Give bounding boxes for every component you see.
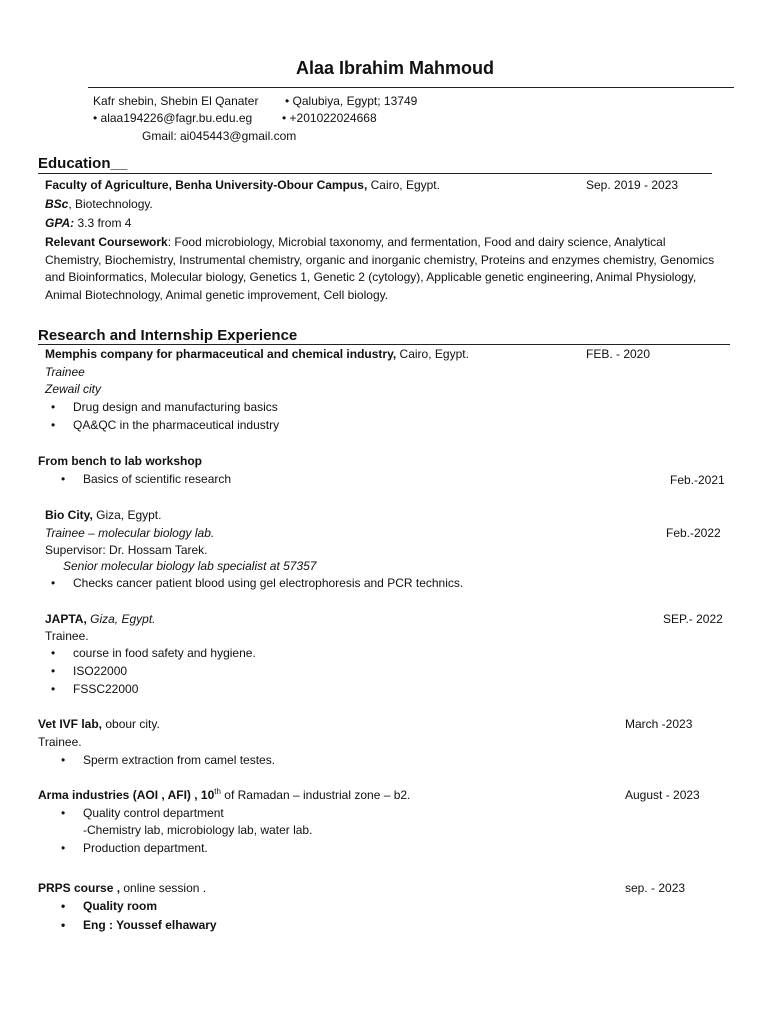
bench-bullet: • Basics of scientific research bbox=[83, 471, 231, 487]
memphis-bullet: • Drug design and manufacturing basics bbox=[73, 399, 278, 415]
phone-number: • +201022024668 bbox=[282, 111, 377, 125]
memphis-bullet: • QA&QC in the pharmaceutical industry bbox=[73, 417, 279, 433]
resume-name: Alaa Ibrahim Mahmoud bbox=[295, 58, 495, 78]
japta-role: Trainee. bbox=[45, 629, 89, 643]
degree-label: BSc bbox=[45, 197, 69, 211]
prps-org bbox=[38, 880, 206, 896]
arma-sub: -Chemistry lab, microbiology lab, water lab. bbox=[83, 823, 313, 837]
japta-bullet: • ISO22000 bbox=[73, 663, 127, 679]
arma-bullet: • Quality control department bbox=[83, 805, 224, 821]
japta-location: Giza, Egypt. bbox=[86, 612, 156, 626]
arma-location-post: of Ramadan – industrial zone – b2. bbox=[220, 788, 411, 802]
arma-name: Arma industries (AOI , AFI) bbox=[38, 788, 191, 802]
japta-name: JAPTA, bbox=[45, 612, 87, 626]
gpa-label: GPA: bbox=[45, 216, 75, 230]
vetivf-name: Vet IVF lab, bbox=[38, 717, 103, 731]
biocity-name: Bio City, bbox=[45, 508, 93, 522]
research-heading: Research and Internship Experience bbox=[38, 327, 298, 344]
biocity-date: Feb.-2022 bbox=[666, 526, 721, 540]
prps-name: PRPS course , bbox=[38, 881, 121, 895]
arma-bullet: • Production department. bbox=[83, 840, 208, 856]
biocity-supervisor: Supervisor: Dr. Hossam Tarek. bbox=[45, 543, 208, 557]
memphis-date: FEB. - 2020 bbox=[586, 347, 651, 361]
vetivf-role: Trainee. bbox=[38, 735, 82, 749]
biocity-bullet: • Checks cancer patient blood using gel electrophoresis and PCR technics. bbox=[73, 575, 463, 591]
coursework-label: Relevant Coursework bbox=[45, 235, 168, 249]
education-school bbox=[45, 177, 440, 193]
japta-org bbox=[45, 611, 156, 627]
school-name: Faculty of Agriculture, Benha University-Obour Campus, bbox=[45, 178, 368, 192]
memphis-location: Cairo, Egypt. bbox=[396, 347, 469, 361]
education-heading: Education__ bbox=[38, 155, 128, 172]
biocity-supervisor-title: Senior molecular biology lab specialist at 57357 bbox=[63, 559, 317, 573]
coursework-list: : Food microbiology, Microbial taxonomy, and fermentation, Food and dairy science, Analytical Chemistry, Biochemistry, Instrumental chemistry, organic and inorganic chemistry, Proteins and enzymes chemistry, Genomics and Bioinformatics, Molecular biology, Genetics 1, Genetic 2 (cytology), Applicable genetic engineering, Animal Physiology, Animal Biotechnology, Animal genetic improvement, Cell biology. bbox=[45, 235, 715, 302]
arma-location-pre: , 10 bbox=[190, 788, 215, 802]
education-divider bbox=[38, 173, 712, 174]
arma-org bbox=[38, 787, 410, 803]
prps-location: online session . bbox=[120, 881, 207, 895]
memphis-role: Trainee bbox=[45, 365, 85, 379]
memphis-name: Memphis company for pharmaceutical and chemical industry, bbox=[45, 347, 397, 361]
address: Kafr shebin, Shebin El Qanater bbox=[93, 94, 259, 108]
coursework bbox=[45, 234, 717, 304]
region: • Qalubiya, Egypt; 13749 bbox=[285, 94, 418, 108]
gpa bbox=[45, 215, 131, 231]
vetivf-date: March -2023 bbox=[625, 717, 693, 731]
vetivf-org bbox=[38, 716, 160, 732]
bench-title: From bench to lab workshop bbox=[38, 454, 203, 468]
vetivf-location: obour city. bbox=[102, 717, 160, 731]
bench-date: Feb.-2021 bbox=[670, 473, 725, 487]
japta-date: SEP.- 2022 bbox=[663, 612, 723, 626]
gmail-address[interactable]: Gmail: ai045443@gmail.com bbox=[142, 129, 297, 143]
header-divider bbox=[88, 87, 734, 88]
japta-bullet: • course in food safety and hygiene. bbox=[73, 645, 256, 661]
degree-field: , Biotechnology. bbox=[68, 197, 153, 211]
biocity-location: Giza, Egypt. bbox=[92, 508, 162, 522]
school-location: Cairo, Egypt. bbox=[367, 178, 440, 192]
education-date: Sep. 2019 - 2023 bbox=[586, 178, 679, 192]
prps-bullet: • Quality room bbox=[83, 898, 157, 914]
biocity-role: Trainee – molecular biology lab. bbox=[45, 526, 215, 540]
prps-date: sep. - 2023 bbox=[625, 881, 686, 895]
biocity-org bbox=[45, 507, 161, 523]
memphis-org bbox=[45, 346, 469, 362]
research-divider bbox=[38, 344, 730, 345]
arma-date: August - 2023 bbox=[625, 788, 700, 802]
arma-location-sup: th bbox=[214, 787, 221, 796]
degree bbox=[45, 196, 153, 212]
gpa-value: 3.3 from 4 bbox=[74, 216, 132, 230]
memphis-place: Zewail city bbox=[45, 382, 102, 396]
japta-bullet: • FSSC22000 bbox=[73, 681, 138, 697]
vetivf-bullet: • Sperm extraction from camel testes. bbox=[83, 752, 275, 768]
prps-bullet: • Eng : Youssef elhawary bbox=[83, 917, 217, 933]
email-address[interactable]: • alaa194226@fagr.bu.edu.eg bbox=[93, 111, 253, 125]
